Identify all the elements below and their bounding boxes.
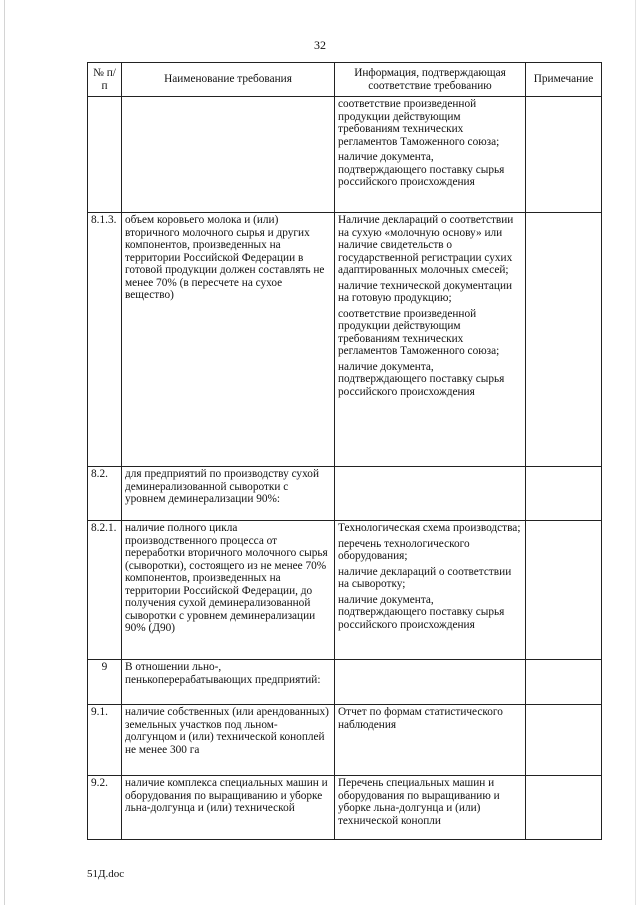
requirement-text: В отношении льно-, пенькоперерабатывающих предприятий: bbox=[122, 660, 335, 705]
table-header-row bbox=[88, 63, 602, 97]
confirming-info bbox=[335, 776, 526, 840]
confirming-info bbox=[335, 705, 526, 776]
note-cell bbox=[526, 705, 602, 776]
note-cell bbox=[526, 776, 602, 840]
note-cell bbox=[526, 213, 602, 467]
row-number: 9.1. bbox=[88, 705, 122, 776]
requirements-table bbox=[87, 62, 602, 840]
row-number: 8.1.3. bbox=[88, 213, 122, 467]
confirming-info bbox=[335, 213, 526, 467]
requirement-text: объем коровьего молока и (или) вторичного молочного сырья и других компонентов, произведенных на территории Российской Федерации в готовой продукции должен составлять не менее 70% (в пересчете на сухое вещество) bbox=[122, 213, 335, 467]
info-paragraph: наличие технической документации на готовую продукцию; bbox=[338, 279, 513, 304]
requirement-text: наличие полного цикла производственного процесса от переработки вторичного молочного сырья (сыворотки), состоящего из не менее 70% компонентов, произведенных на территории Российской Федерации, до получения сухой деминерализованной сыворотки с уровнем деминерализации 90% (Д90) bbox=[122, 521, 335, 660]
info-paragraph: Перечень специальных машин и оборудования по выращиванию и уборке льна-долгунца и (или) технической конопли bbox=[338, 777, 500, 827]
requirement-text: наличие собственных (или арендованных) земельных участков под льном- долгунцом и (или) технической коноплей не менее 300 га bbox=[122, 705, 335, 776]
info-paragraph: наличие документа, подтверждающего поставку сырья российского происхождения bbox=[338, 360, 505, 398]
row-number: 8.2.1. bbox=[88, 521, 122, 660]
info-paragraph: Наличие деклараций о соответствии на сухую «молочную основу» или наличие свидетельств о государственной регистрации сухих адаптированных молочных смесей; bbox=[338, 214, 514, 276]
requirement-text: для предприятий по производству сухой деминерализованной сыворотки с уровнем деминерализации 90%: bbox=[122, 467, 335, 521]
header-num: № п/п bbox=[88, 63, 122, 97]
note-cell bbox=[526, 97, 602, 213]
table-body bbox=[88, 97, 602, 840]
confirming-info bbox=[335, 467, 526, 521]
info-paragraph: наличие деклараций о соответствии на сыворотку; bbox=[338, 565, 512, 590]
info-paragraph: Технологическая схема производства; bbox=[338, 522, 521, 534]
note-cell bbox=[526, 521, 602, 660]
scan-right-edge bbox=[635, 0, 636, 905]
header-requirement: Наименование требования bbox=[122, 63, 335, 97]
table-row bbox=[88, 705, 602, 776]
info-paragraph: соответствие произведенной продукции действующим требованиям технических регламентов Таможенного союза; bbox=[338, 98, 500, 148]
row-number: 9.2. bbox=[88, 776, 122, 840]
requirement-text bbox=[122, 97, 335, 213]
info-paragraph: соответствие произведенной продукции действующим требованиям технических регламентов Таможенного союза; bbox=[338, 307, 500, 357]
table-row bbox=[88, 776, 602, 840]
confirming-info bbox=[335, 97, 526, 213]
info-paragraph: наличие документа, подтверждающего поставку сырья российского происхождения bbox=[338, 151, 505, 188]
info-paragraph: перечень технологического оборудования; bbox=[338, 537, 470, 562]
confirming-info bbox=[335, 521, 526, 660]
confirming-info bbox=[335, 660, 526, 705]
table-row bbox=[88, 467, 602, 521]
info-paragraph: наличие документа, подтверждающего поставку сырья российского происхождения bbox=[338, 593, 505, 631]
table-row bbox=[88, 213, 602, 467]
page-number: 32 bbox=[314, 38, 326, 52]
row-number bbox=[88, 97, 122, 213]
requirement-text: наличие комплекса специальных машин и оборудования по выращиванию и уборке льна-долгунца и (или) технической bbox=[122, 776, 335, 840]
header-info: Информация, подтверждающая соответствие требованию bbox=[335, 63, 526, 97]
table-row bbox=[88, 97, 602, 213]
note-cell bbox=[526, 660, 602, 705]
row-number: 8.2. bbox=[88, 467, 122, 521]
table-row bbox=[88, 521, 602, 660]
footer-filename: 51Д.doc bbox=[87, 868, 125, 880]
scan-left-edge bbox=[4, 0, 5, 905]
row-number: 9 bbox=[88, 660, 122, 705]
header-note: Примечание bbox=[526, 63, 602, 97]
table-row bbox=[88, 660, 602, 705]
info-paragraph: Отчет по формам статистического наблюдения bbox=[338, 706, 503, 731]
note-cell bbox=[526, 467, 602, 521]
